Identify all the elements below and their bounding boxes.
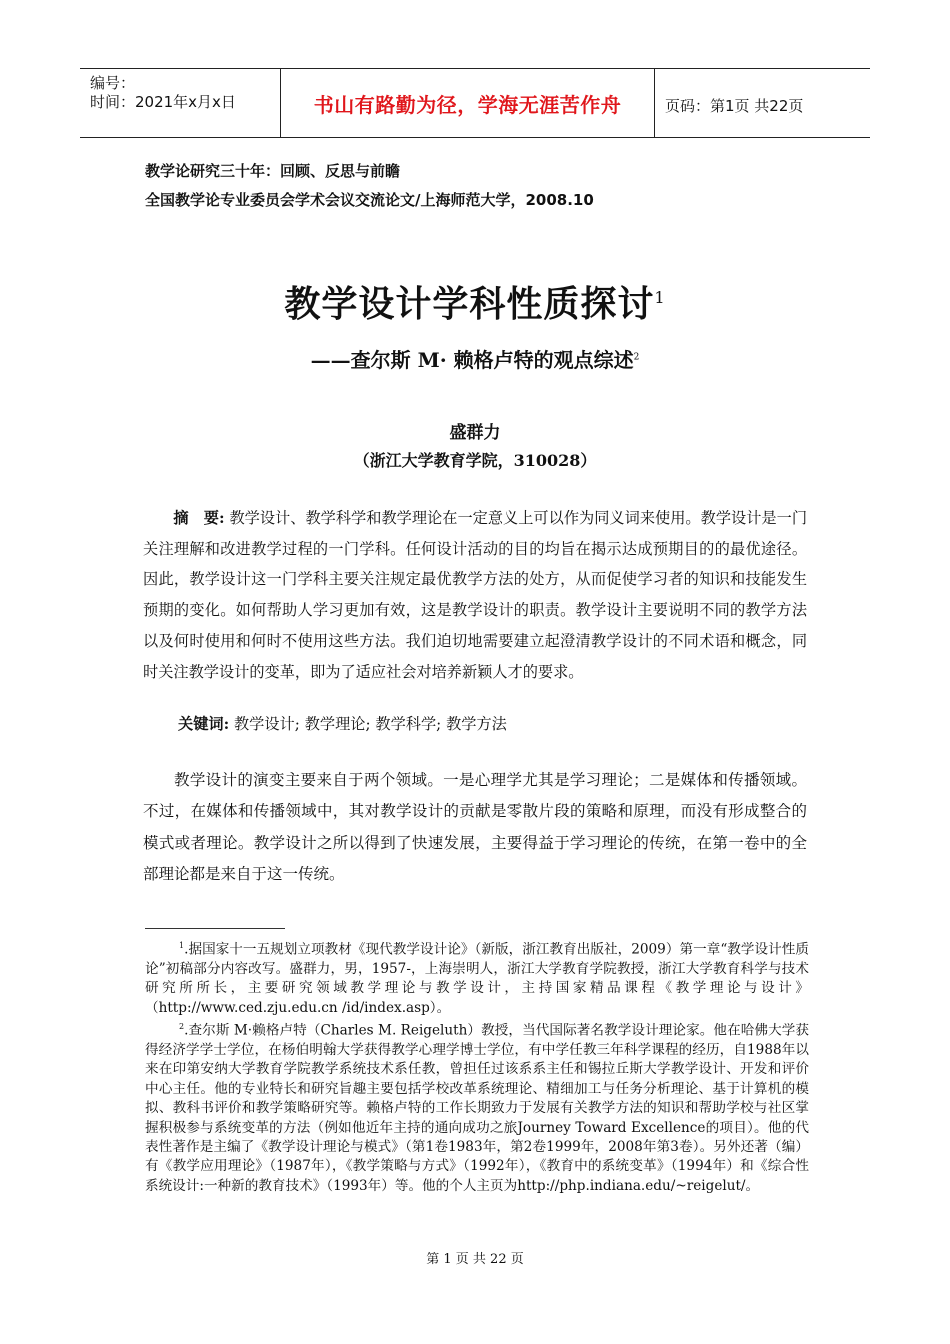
page-footer: 第 1 页 共 22 页 — [426, 1252, 524, 1267]
header-divider-right — [654, 69, 655, 137]
author: 盛群力 — [449, 423, 501, 443]
keywords — [178, 709, 507, 739]
conference-line-2: 全国教学论专业委员会学术会议交流论文/上海师范大学，2008.10 — [145, 191, 594, 209]
footnote-2-text: .查尔斯 M·赖格卢特（Charles M. Reigeluth）教授，当代国际著名教学设计理论家。他在哈佛大学获得经济学学士学位，在杨伯明翰大学获得教学心理学博士学位，有中学任教三年科学课程的经历，自1988年以来在印第安纳大学教育学院教学系统技术系任教，曾担任过该系系主任和锡拉丘斯大学教学设计、开发和评价中心主任。他的专业特长和研究旨趣主要包括学校改革系统理论、精细加工与任务分析理论、基于计算机的模拟、教科书评价和教学策略研究等。赖格卢特的工作长期致力于发展有关教学方法的知识和帮助学校与社区掌握积极参与系统变革的方法（例如他近年主持的通向成功之旅Journey Toward Excellence的项目）。他的代表性著作是主编了《教学设计理论与模式》（第1卷1983年，第2卷1999年，2008年第3卷）。另外还著（编）有《教学应用理论》（1987年），《教学策略与方式》（1992年），《教育中的系统变革》（1994年）和《综合性系统设计:一种新的教育技术》（1993年）等。他的个人主页为http://php.indiana.edu/~reigelut/。 — [145, 1022, 809, 1194]
abstract-label: 摘 要: — [173, 509, 225, 527]
header-table — [80, 68, 870, 138]
motto: 书山有路勤为径，学海无涯苦作舟 — [313, 92, 622, 117]
footnote-1 — [145, 936, 809, 1018]
conference-line-1: 教学论研究三十年：回顾、反思与前瞻 — [145, 162, 401, 180]
footnote-rule — [145, 928, 285, 929]
article-title — [0, 276, 950, 327]
footnote-1-mark: 1 — [179, 941, 185, 950]
subtitle-text: ——查尔斯 M· 赖格卢特的观点综述 — [310, 348, 634, 372]
number-label: 编号： — [90, 74, 136, 92]
footnote-2-mark: 2 — [179, 1022, 185, 1031]
keywords-text: 教学设计; 教学理论; 教学科学; 教学方法 — [229, 715, 507, 733]
header-page-info: 页码：第1页 共22页 — [665, 97, 804, 115]
body-paragraph-1: 教学设计的演变主要来自于两个领域。一是心理学尤其是学习理论；二是媒体和传播领域。不过，在媒体和传播领域中，其对教学设计的贡献是零散片段的策略和原理，而没有形成整合的模式或者理论。教学设计之所以得到了快速发展，主要得益于学习理论的传统，在第一卷中的全部理论都是来自于这一传统。 — [143, 771, 807, 883]
time-label: 时间：2021年x月x日 — [90, 93, 236, 111]
footnote-1-text: .据国家十一五规划立项教材《现代教学设计论》（新版，浙江教育出版社，2009）第一章“教学设计性质论”初稿部分内容改写。盛群力，男，1957-，上海崇明人，浙江大学教育学院教授，浙江大学教育科学与技术研究所所长，主要研究领域教学理论与教学设计，主持国家精品课程《教学理论与设计》（http://www.ced.zju.edu.cn /id/index.asp）。 — [145, 941, 809, 1016]
title-footnote-mark: 1 — [654, 288, 666, 307]
affiliation: （浙江大学教育学院，310028） — [353, 451, 597, 470]
keywords-label: 关键词: — [178, 715, 230, 733]
abstract-text: 教学设计、教学科学和教学理论在一定意义上可以作为同义词来使用。教学设计是一门关注理解和改进教学过程的一门学科。任何设计活动的目的均旨在揭示达成预期目的的最优途径。因此，教学设计这一门学科主要关注规定最优教学方法的处方，从而促使学习者的知识和技能发生预期的变化。如何帮助人学习更加有效，这是教学设计的职责。教学设计主要说明不同的教学方法以及何时使用和何时不使用这些方法。我们迫切地需要建立起澄清教学设计的不同术语和概念，同时关注教学设计的变革，即为了适应社会对培养新颖人才的要求。 — [143, 509, 808, 681]
subtitle-footnote-mark: 2 — [633, 352, 640, 363]
abstract — [143, 503, 807, 687]
article-subtitle — [0, 344, 950, 373]
title-text: 教学设计学科性质探讨 — [284, 283, 655, 325]
footnote-2 — [145, 1017, 809, 1196]
